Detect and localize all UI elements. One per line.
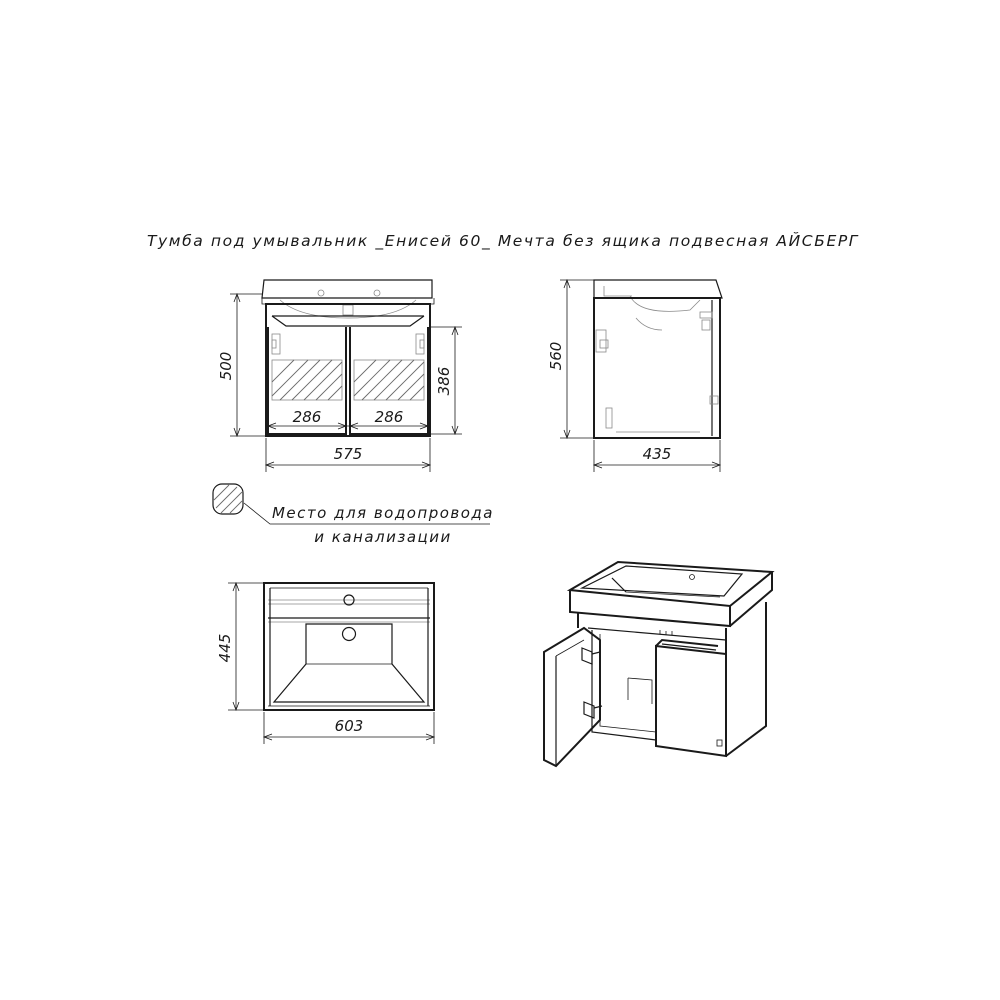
plumbing-zone-hatch-right [354, 360, 424, 400]
side-view [547, 280, 722, 472]
top-view [216, 583, 434, 744]
drawing-title: Тумба под умывальник _Енисей 60_ Мечта без ящика подвесная АЙСБЕРГ [146, 232, 860, 250]
front-view [217, 280, 462, 472]
plumbing-zone-hatch-left [272, 360, 342, 400]
dim-door-height: 386 [435, 366, 453, 396]
dim-door-width-right: 286 [374, 408, 404, 426]
legend-plumbing-zone [213, 484, 494, 546]
dim-front-height-total: 500 [217, 351, 235, 381]
dim-side-height-total: 560 [547, 341, 565, 371]
dim-door-width-left: 286 [292, 408, 322, 426]
dim-front-width-total: 575 [333, 445, 363, 463]
dim-top-width: 603 [334, 717, 364, 735]
isometric-view [544, 562, 772, 766]
legend-line-2: и канализации [314, 528, 452, 546]
legend-line-1: Место для водопровода [271, 504, 495, 522]
dim-top-depth: 445 [216, 633, 234, 663]
dim-side-depth: 435 [642, 445, 672, 463]
